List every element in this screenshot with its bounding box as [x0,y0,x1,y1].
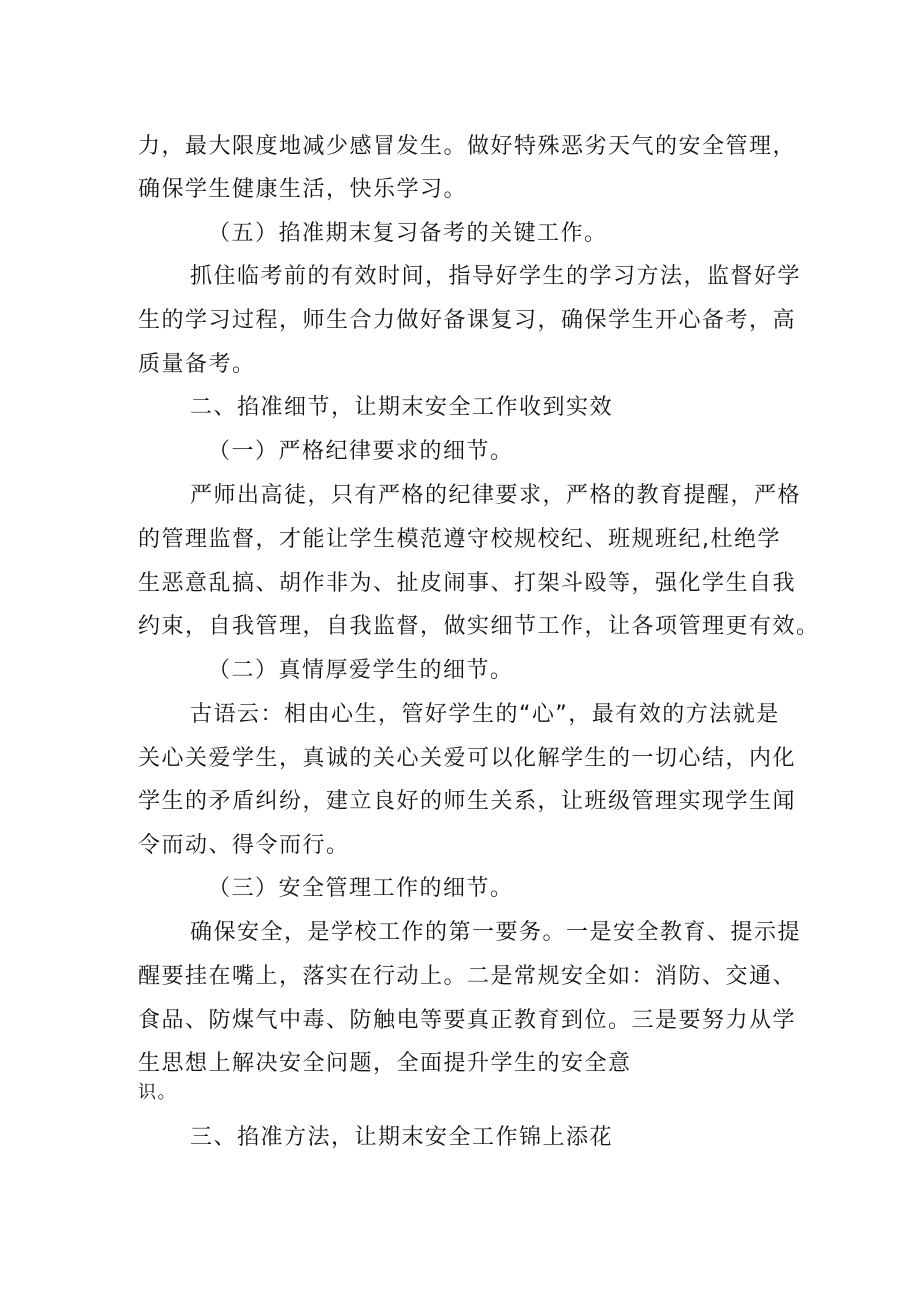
section-heading: 二、掐准细节，让期末安全工作收到实效 [190,395,614,420]
text-line: 食品、防煤气中毒、防触电等要真正教育到位。三是要努力从学 [138,1008,797,1033]
text-line: 识。 [138,1082,177,1103]
text-line: 关心关爱学生，真诚的关心关爱可以化解学生的一切心结，内化 [138,746,797,771]
text-line: 生思想上解决安全问题，全面提升学生的安全意 [138,1051,632,1076]
text-line: 质量备考。 [138,352,256,377]
text-line: 令而动、得令而行。 [138,833,350,858]
text-line: 确保安全，是学校工作的第一要务。一是安全教育、提示提 [190,920,802,945]
text-line: 古语云：相由心生，管好学生的“心”，最有效的方法就是 [190,702,780,727]
subsection-heading: （一）严格纪律要求的细节。 [208,439,514,464]
subsection-heading: （二）真情厚爱学生的细节。 [208,658,514,683]
text-line: 生的学习过程，师生合力做好备课复习，确保学生开心备考，高 [138,308,797,333]
text-line: 的管理监督，才能让学生模范遵守校规校纪、班规班纪,杜绝学 [138,527,781,552]
text-line: 醒要挂在嘴上，落实在行动上。二是常规安全如：消防、交通、 [138,964,797,989]
section-heading: 三、掐准方法，让期末安全工作锦上添花 [190,1125,614,1150]
text-line: 严师出高徒，只有严格的纪律要求，严格的教育提醒，严格 [190,483,802,508]
text-line: 力，最大限度地减少感冒发生。做好特殊恶劣天气的安全管理， [138,134,797,159]
text-line: 抓住临考前的有效时间，指导好学生的学习方法，监督好学 [190,264,802,289]
text-line: 学生的矛盾纠纷，建立良好的师生关系，让班级管理实现学生闻 [138,789,797,814]
text-line: 生恶意乱搞、胡作非为、扯皮闹事、打架斗殴等，强化学生自我 [138,571,797,596]
text-line: 确保学生健康生活，快乐学习。 [138,177,468,202]
text-line: 约束，自我管理，自我监督，做实细节工作，让各项管理更有效。 [138,614,820,639]
subsection-heading: （五）掐准期末复习备考的关键工作。 [208,221,608,246]
subsection-heading: （三）安全管理工作的细节。 [208,876,514,901]
